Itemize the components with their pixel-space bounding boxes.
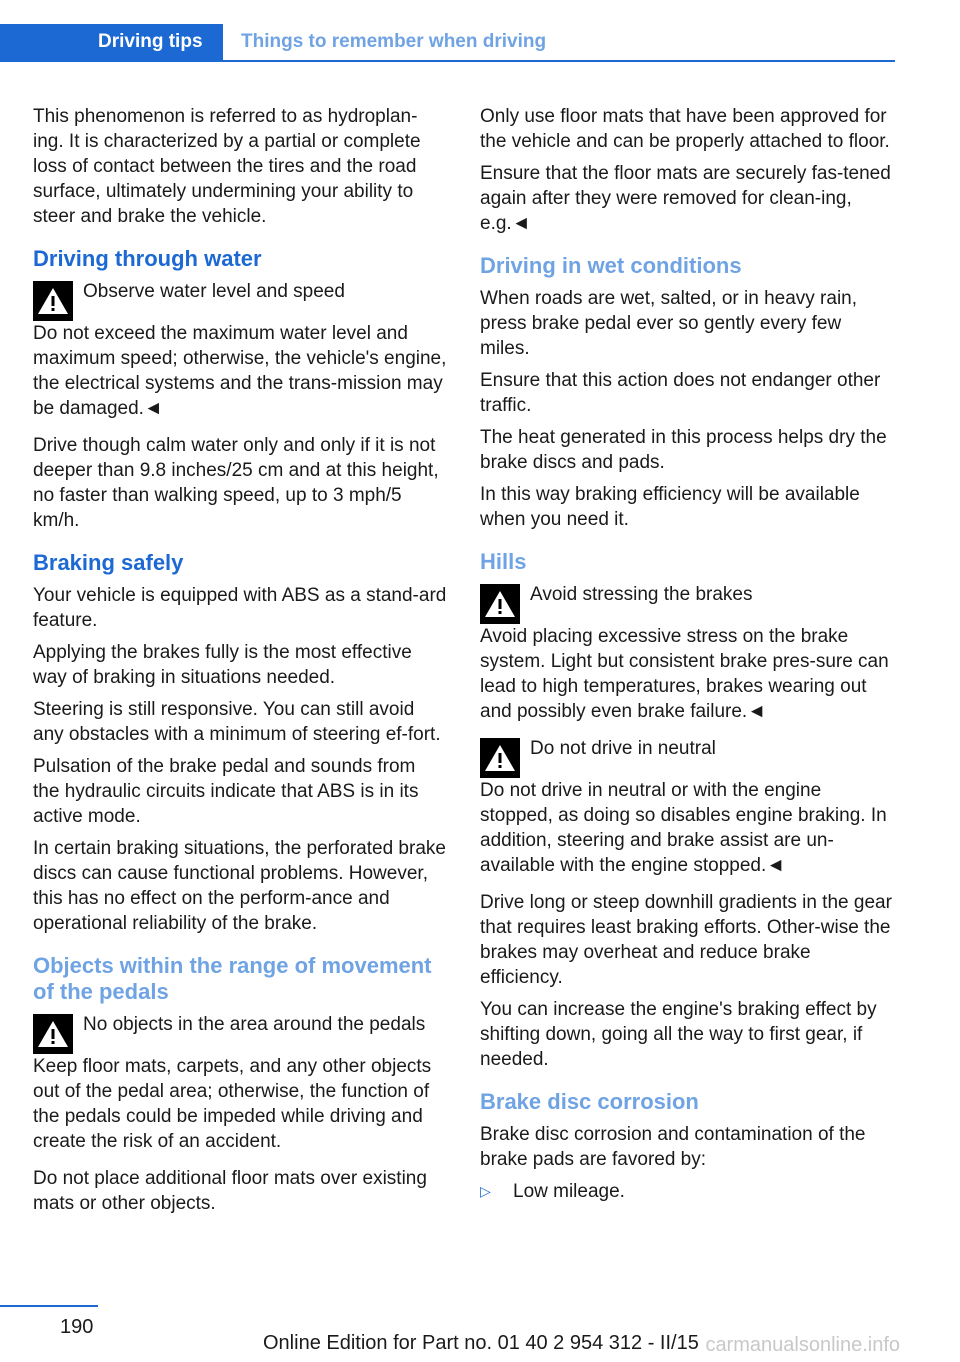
warning-pedal-objects xyxy=(33,1012,447,1154)
heading-objects-pedals: Objects within the range of movement of the pedals xyxy=(33,953,432,1004)
heading-brake-disc-corrosion: Brake disc corrosion xyxy=(480,1089,699,1114)
paragraph-traffic: Ensure that this action does not endanger other traffic. xyxy=(480,370,881,416)
warning-triangle-icon xyxy=(33,281,73,321)
tab-things-to-remember[interactable]: Things to remember when driving xyxy=(241,31,547,52)
heading-wet-conditions: Driving in wet conditions xyxy=(480,253,742,278)
paragraph-corrosion: Brake disc corrosion and contamination of the brake pads are favored by: xyxy=(480,1124,866,1170)
heading-braking-safely: Braking safely xyxy=(33,550,184,575)
header-tab-bar xyxy=(0,24,895,62)
paragraph-approved-mats: Only use floor mats that have been approved for the vehicle and can be properly attached to floor. xyxy=(480,106,890,152)
list-item xyxy=(480,1179,894,1204)
triangle-bullet-icon: ▷ xyxy=(480,1183,491,1199)
paragraph-apply-brakes: Applying the brakes fully is the most effective way of braking in situations needed. xyxy=(33,642,412,688)
warning-neutral xyxy=(480,736,894,878)
warning-text: Keep floor mats, carpets, and any other objects out of the pedal area; otherwise, the function of the pedals could be impeded while driving and create the risk of an accident. xyxy=(33,1056,432,1152)
warning-title: Observe water level and speed xyxy=(83,281,345,302)
warning-brake-stress xyxy=(480,582,894,724)
warning-title: No objects in the area around the pedals xyxy=(83,1014,426,1035)
paragraph-pulsation: Pulsation of the brake pedal and sounds from the hydraulic circuits indicate that ABS is in its active mode. xyxy=(33,756,419,827)
heading-hills: Hills xyxy=(480,549,527,574)
paragraph-perforated-discs: In certain braking situations, the perforated brake discs can cause functional problems. However, this has no effect on the perform-ance and operational reliability of the brake. xyxy=(33,838,446,934)
warning-text: Do not drive in neutral or with the engine stopped, as doing so disables engine braking. In addition, steering and brake assist are un-available with the engine stopped.◄ xyxy=(480,780,887,876)
paragraph-fastened-mats: Ensure that the floor mats are securely fas-tened again after they were removed for clean-ing, e.g.◄ xyxy=(480,163,891,234)
paragraph-downhill: Drive long or steep downhill gradients in the gear that requires least braking efforts. Other-wise the brakes may overheat and reduce brake efficiency. xyxy=(480,892,892,988)
heading-driving-through-water: Driving through water xyxy=(33,246,262,271)
tab-driving-tips[interactable]: Driving tips xyxy=(0,24,223,60)
paragraph-abs: Your vehicle is equipped with ABS as a stand-ard feature. xyxy=(33,585,447,631)
footer-rule xyxy=(0,1305,98,1307)
warning-text: Do not exceed the maximum water level and maximum speed; otherwise, the vehicle's engine, the electrical systems and the trans-mission may be damaged.◄ xyxy=(33,323,447,419)
warning-title: Do not drive in neutral xyxy=(530,738,716,759)
paragraph-shift-down: You can increase the engine's braking effect by shifting down, going all the way to first gear, if needed. xyxy=(480,999,877,1070)
warning-title: Avoid stressing the brakes xyxy=(530,584,753,605)
edition-text: Online Edition for Part no. 01 40 2 954 312 - II/15 xyxy=(263,1332,699,1354)
paragraph-efficiency: In this way braking efficiency will be available when you need it. xyxy=(480,484,860,530)
paragraph-heat: The heat generated in this process helps dry the brake discs and pads. xyxy=(480,427,887,473)
paragraph-hydroplaning: This phenomenon is referred to as hydroplan-ing. It is characterized by a partial or complete loss of contact between the tires and the road surface, ultimately undermining your ability to steer and brake the vehicle. xyxy=(33,106,421,227)
paragraph-calm-water: Drive though calm water only and only if it is not deeper than 9.8 inches/25 cm and at this height, no faster than walking speed, up to 3 mph/5 km/h. xyxy=(33,435,439,531)
paragraph-wet-roads: When roads are wet, salted, or in heavy rain, press brake pedal ever so gently every few miles. xyxy=(480,288,858,359)
paragraph-steering: Steering is still responsive. You can still avoid any obstacles with a minimum of steering ef-fort. xyxy=(33,699,441,745)
warning-triangle-icon xyxy=(33,1014,73,1054)
warning-triangle-icon xyxy=(480,584,520,624)
warning-text: Avoid placing excessive stress on the brake system. Light but consistent brake pres-sure can lead to high temperatures, brakes wearing out and possibly even brake failure.◄ xyxy=(480,626,889,722)
warning-triangle-icon xyxy=(480,738,520,778)
watermark: carmanualsonline.info xyxy=(705,1334,900,1356)
right-column xyxy=(480,104,894,1204)
list-item-text: Low mileage. xyxy=(513,1181,625,1202)
page-number: 190 xyxy=(60,1316,94,1338)
left-column xyxy=(33,104,447,1223)
paragraph-additional-mats: Do not place additional floor mats over existing mats or other objects. xyxy=(33,1168,427,1214)
warning-water-level xyxy=(33,279,447,421)
